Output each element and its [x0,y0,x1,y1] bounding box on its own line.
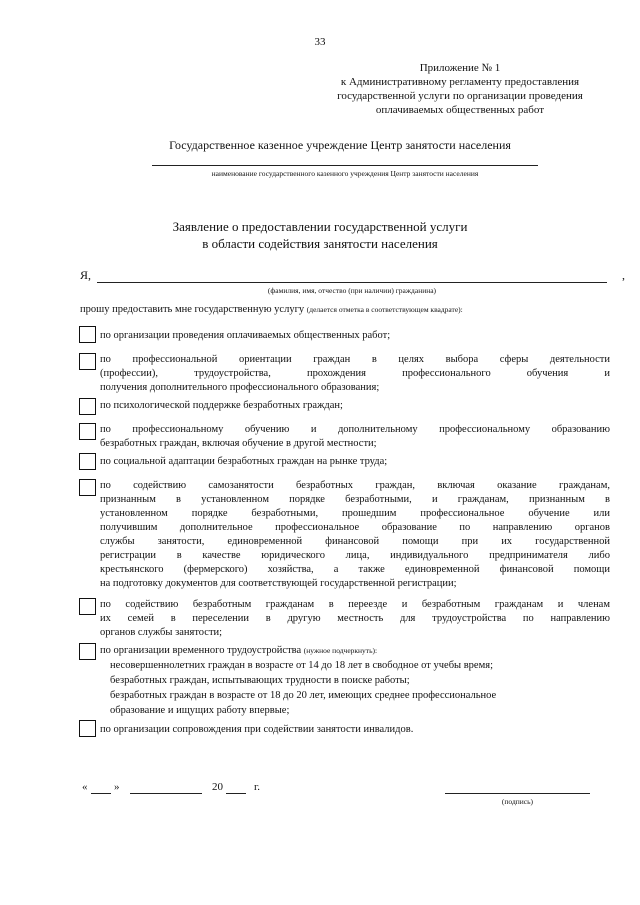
institution-name: Государственное казенное учреждение Центр занятости населения [169,138,511,152]
option-text-self-employment-7: крестьянского (фермерского) хозяйства, а также единовременной финансовой помощи [100,564,610,575]
option-text-self-employment-6: регистрации в качестве юридического лица, индивидуального предпринимателя либо [100,550,610,561]
option-text-psychological-support: по психологической поддержке безработных граждан; [100,400,343,411]
applicant-prefix: Я, [80,268,92,282]
option-checkbox-psychological-support[interactable] [79,398,96,415]
option-text-career-guidance-3: получения дополнительного профессионального образования; [100,382,380,393]
option-text-self-employment-8: на подготовку документов для соответствующей государственной регистрации; [100,578,457,589]
appendix-line-1: к Административному регламенту предоставления [340,76,580,88]
appendix-line-2: государственной услуги по организации проведения [337,90,583,102]
option-checkbox-professional-training[interactable] [79,423,96,440]
option-text-self-employment-4: получившим дополнительное профессиональное образование по направлению органов [100,522,610,533]
option-text-temporary-employment-2: несовершеннолетних граждан в возрасте от 14 до 18 лет в свободное от учебы время; [110,660,493,671]
option-text-self-employment-3: установленном порядке безработными, прошедшим профессиональное обучение или [100,508,610,519]
option-text-professional-training-1: по профессиональному обучению и дополнительному профессиональному образованию [100,424,610,435]
statement-title-line-2: в области содействия занятости населения [202,236,438,251]
option-text-relocation-2: их семей в переселении в другую местность для трудоустройства по направлению [100,613,610,624]
appendix-title: Приложение № 1 [419,62,501,74]
request-line [80,304,463,315]
option-checkbox-career-guidance[interactable] [79,353,96,370]
option-text-temporary-employment-5: образование и ищущих работу впервые; [110,705,290,716]
institution-caption: наименование государственного казенного учреждения Центр занятости населения [211,169,479,178]
date-year-suffix: г. [254,781,261,793]
option-checkbox-relocation[interactable] [79,598,96,615]
applicant-caption: (фамилия, имя, отчество (при наличии) гражданина) [267,286,437,295]
option-text-relocation-3: органов службы занятости; [100,627,223,638]
date-year-prefix: 20 [212,781,223,793]
option-text-social-adaptation: по социальной адаптации безработных граждан на рынке труда; [100,456,388,467]
option-text-temporary-employment-1: по организации временного трудоустройства [100,645,302,656]
option-text-relocation-1: по содействию безработным гражданам в переезде и безработным гражданам и членам [100,599,610,610]
option-checkbox-public-works[interactable] [79,326,96,343]
applicant-name-field[interactable] [97,282,607,283]
option-text-professional-training-2: безработных граждан, включая обучение в другой местности; [100,438,377,449]
appendix-line-3: оплачиваемых общественных работ [375,104,545,116]
date-month-field[interactable] [130,793,202,794]
date-day-field[interactable] [91,793,111,794]
option-text-temporary-employment-4: безработных граждан в возрасте от 18 до 20 лет, имеющих среднее профессиональное [110,690,497,701]
option-text-self-employment-2: признанным в установленном порядке безработными, и гражданам, признанным в [100,494,610,505]
option-checkbox-social-adaptation[interactable] [79,453,96,470]
request-note: (делается отметка в соответствующем квадрате): [306,305,463,314]
request-text: прошу предоставить мне государственную услугу [80,304,305,315]
option-checkbox-temporary-employment[interactable] [79,643,96,660]
date-year-field[interactable] [226,793,246,794]
option-note-temporary-employment: (нужное подчеркнуть): [303,646,378,655]
option-text-self-employment-5: службы занятости, единовременной финансовой помощи при их государственной [100,536,610,547]
institution-underline [152,165,538,166]
option-checkbox-disabled-support[interactable] [79,720,96,737]
signature-field[interactable] [445,793,590,794]
option-text-self-employment-1: по содействию самозанятости безработных граждан, включая оказание гражданам, [100,480,610,491]
date-quote-open: « [82,781,88,793]
option-text-career-guidance-2: (профессии), трудоустройства, прохождения профессионального обучения и [100,368,610,379]
date-quote-close: » [114,781,120,793]
option-temporary-employment-header [100,644,377,658]
option-text-temporary-employment-3: безработных граждан, испытывающих трудности в поиске работы; [110,675,410,686]
option-text-public-works: по организации проведения оплачиваемых общественных работ; [100,330,391,341]
signature-caption: (подпись) [501,797,534,806]
option-checkbox-self-employment[interactable] [79,479,96,496]
page-number: 33 [314,36,326,48]
option-text-disabled-support: по организации сопровождения при содействии занятости инвалидов. [100,724,414,735]
option-text-career-guidance-1: по профессиональной ориентации граждан в целях выбора сферы деятельности [100,354,610,365]
statement-title-line-1: Заявление о предоставлении государственной услуги [172,219,468,234]
applicant-comma: , [622,268,625,282]
